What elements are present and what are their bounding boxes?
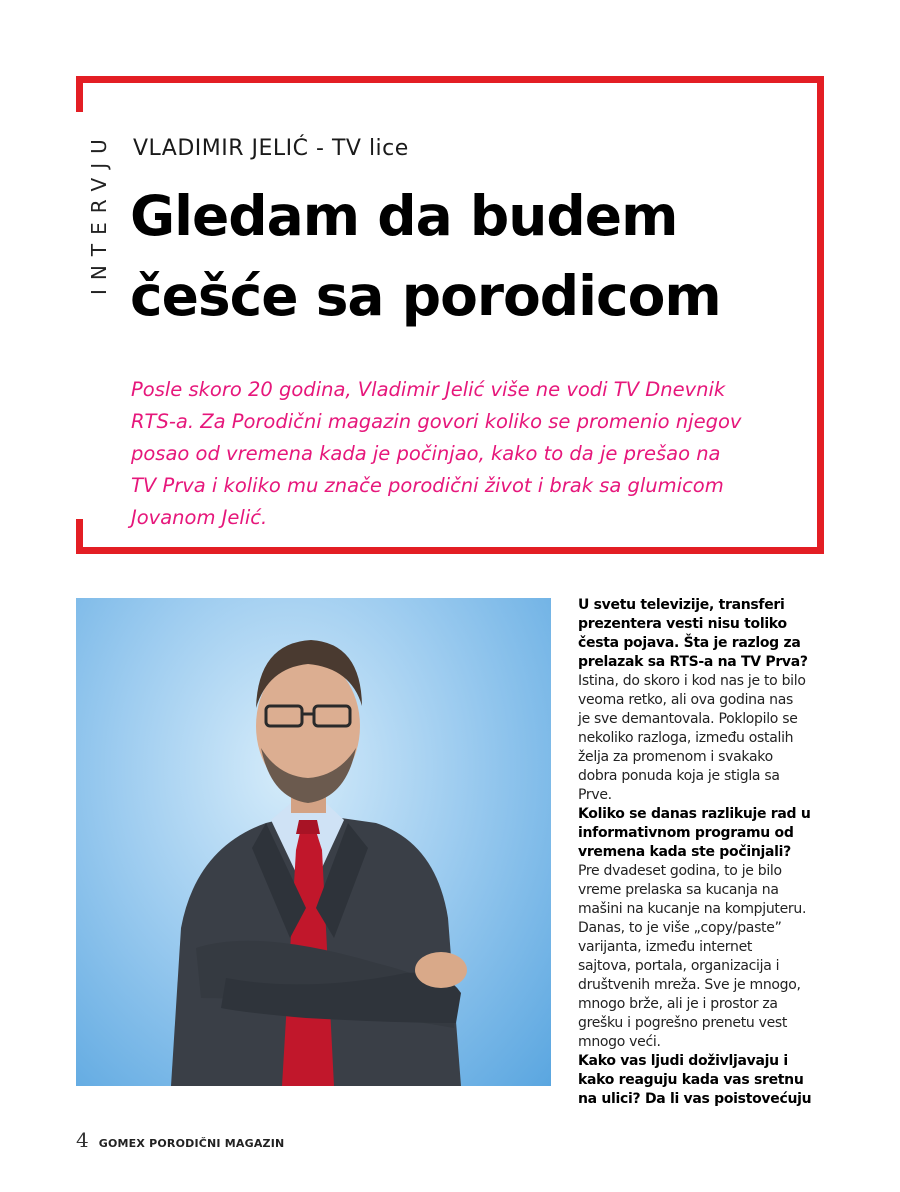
headline-line: češće sa porodicom <box>130 264 721 328</box>
lead-line: posao od vremena kada je počinjao, kako to da je prešao na <box>131 442 721 465</box>
magazine-name: GOMEX PORODIČNI MAGAZIN <box>98 1137 285 1150</box>
lead-line: TV Prva i koliko mu znače porodični život i brak sa glumicom <box>131 474 724 497</box>
interview-answer-line: želja za promenom i svakako <box>578 749 773 765</box>
interview-answer-line: veoma retko, ali ova godina nas <box>578 692 794 708</box>
frame-top-border <box>76 76 824 83</box>
interview-question-line: informativnom programu od <box>578 825 794 841</box>
interview-answer-line: grešku i pogrešno prenetu vest <box>578 1015 788 1031</box>
interview-question-line: na ulici? Da li vas poistovećuju <box>578 1091 812 1107</box>
interview-answer-line: dobra ponuda koja je stigla sa <box>578 768 780 784</box>
lead-line: Jovanom Jelić. <box>131 506 268 529</box>
portrait-illustration <box>76 598 551 1086</box>
interview-answer-line: Pre dvadeset godina, to je bilo <box>578 863 782 879</box>
interview-question-line: Koliko se danas razlikuje rad u <box>578 806 811 822</box>
interview-answer-line: Istina, do skoro i kod nas je to bilo <box>578 673 806 689</box>
interview-answer-line: varijanta, između internet <box>578 939 753 955</box>
interview-answer-line: je sve demantovala. Poklopilo se <box>578 711 798 727</box>
interview-answer-line: nekoliko razloga, između ostalih <box>578 730 794 746</box>
lead-line: RTS-a. Za Porodični magazin govori koliko se promenio njegov <box>131 410 742 433</box>
lead-line: Posle skoro 20 godina, Vladimir Jelić više ne vodi TV Dnevnik <box>131 378 726 401</box>
interview-answer-line: Danas, to je više „copy/paste” <box>578 920 782 936</box>
interview-question-line: česta pojava. Šta je razlog za <box>578 635 801 651</box>
frame-bottom-border <box>76 547 824 554</box>
frame-left-border-bottom <box>76 519 83 554</box>
interview-answer-line: mašini na kucanje na kompjuteru. <box>578 901 807 917</box>
article-column <box>578 596 828 1109</box>
interview-answer-line: Prve. <box>578 787 612 803</box>
headline <box>130 176 810 336</box>
interview-question-line: prezentera vesti nisu toliko <box>578 616 787 632</box>
section-label: INTERVJU <box>87 130 111 295</box>
page-footer <box>76 1128 284 1152</box>
interview-question-line: vremena kada ste počinjali? <box>578 844 791 860</box>
frame-left-border-top <box>76 76 83 112</box>
interview-answer-line: mnogo brže, ali je i prostor za <box>578 996 778 1012</box>
interview-answer-line: sajtova, portala, organizacija i <box>578 958 780 974</box>
interview-question-line: Kako vas ljudi doživljavaju i <box>578 1053 788 1069</box>
interview-question-line: prelazak sa RTS-a na TV Prva? <box>578 654 808 670</box>
interview-answer-line: vreme prelaska sa kucanja na <box>578 882 779 898</box>
interview-answer-line: društvenih mreža. Sve je mnogo, <box>578 977 801 993</box>
headline-line: Gledam da budem <box>130 184 678 248</box>
page-number: 4 <box>76 1128 89 1152</box>
lead-paragraph <box>131 374 771 534</box>
kicker: VLADIMIR JELIĆ - TV lice <box>133 136 409 161</box>
portrait-photo <box>76 598 551 1086</box>
interview-question-line: kako reaguju kada vas sretnu <box>578 1072 804 1088</box>
interview-answer-line: mnogo veći. <box>578 1034 661 1050</box>
frame-right-border <box>817 76 824 554</box>
interview-question-line: U svetu televizije, transferi <box>578 597 785 613</box>
